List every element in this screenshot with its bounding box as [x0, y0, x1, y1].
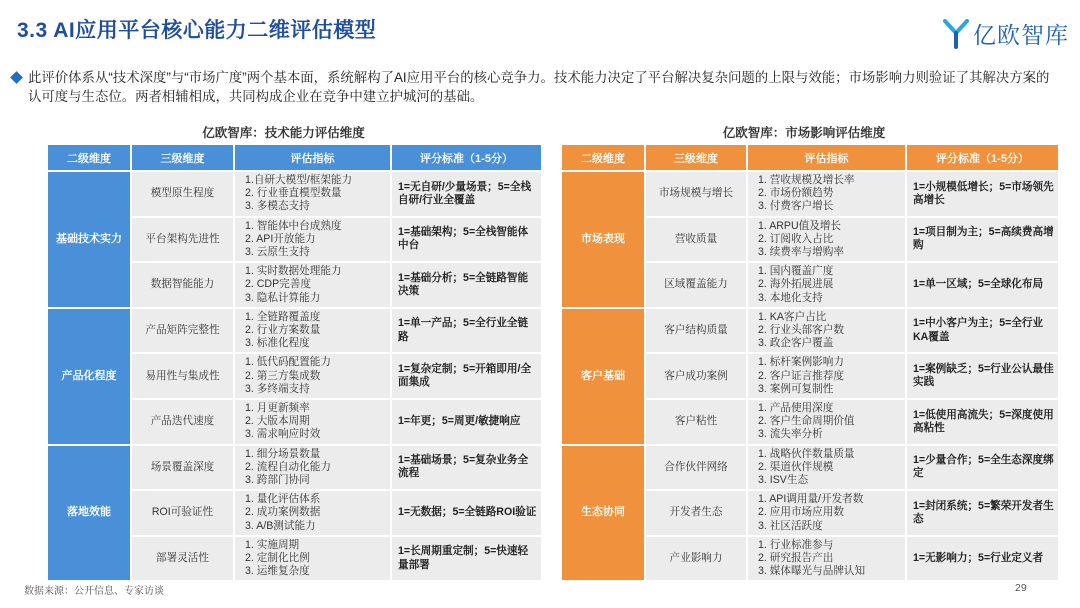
indicator-item: 1. 实施周期: [245, 538, 300, 551]
indicator-item: 2. 行业头部客户数: [758, 323, 844, 336]
indicator-item: 3. 本地化支持: [758, 291, 823, 304]
indicator-item: 1. KA客户占比: [758, 310, 827, 323]
indicator-item: 3. 云原生支持: [245, 245, 310, 258]
secondary-dimension-cell: 客户基础: [562, 309, 644, 444]
table-row: [562, 446, 1058, 490]
scoring-criteria-cell: 1=封闭系统；5=繁荣开发者生态: [907, 491, 1058, 535]
indicator-item: 2. 客户证言推荐度: [758, 369, 844, 382]
tertiary-dimension-cell: 客户成功案例: [646, 354, 746, 398]
scoring-criteria-cell: 1=小规模低增长；5=市场领先高增长: [907, 172, 1058, 216]
scoring-criteria-cell: 1=无数据；5=全链路ROI验证: [392, 491, 541, 535]
indicator-item: 3. 跨部门协同: [245, 473, 310, 486]
logo: [942, 16, 1069, 50]
indicator-item: 2. 应用市场应用数: [758, 506, 844, 519]
table-row: [48, 172, 541, 216]
intro-text: 此评价体系从“技术深度”与“市场广度”两个基本面，系统解构了AI应用平台的核心竞争力。技术能力决定了平台解决复杂问题的上限与效能；市场影响力则验证了其解决方案的认可度与生态位。两者相辅相成，共同构成企业在竞争中建立护城河的基础。: [28, 70, 1050, 104]
tertiary-dimension-cell: 场景覆盖深度: [132, 446, 233, 490]
secondary-dimension-cell: 市场表现: [562, 172, 644, 307]
data-source-note: 数据来源：公开信息、专家访谈: [24, 586, 164, 597]
secondary-dimension-cell: 基础技术实力: [48, 172, 130, 307]
indicator-item: 2. 大版本周期: [245, 415, 310, 428]
indicator-item: 1. ARPU值及增长: [758, 219, 842, 232]
market-table-title: 亿欧智库：市场影响评估维度: [722, 126, 886, 140]
tech-capability-table: [46, 143, 543, 582]
header-cell: 评分标准（1-5分）: [392, 145, 541, 170]
indicator-item: 3. 需求响应时效: [245, 428, 321, 441]
indicator-item: 1. 低代码配置能力: [245, 356, 331, 369]
header-cell: 二级维度: [48, 145, 130, 170]
indicator-cell: [748, 263, 905, 307]
table-row: [48, 446, 541, 490]
indicator-cell: [748, 309, 905, 353]
indicator-cell: [235, 400, 390, 444]
scoring-criteria-cell: 1=年更；5=周更/敏捷响应: [392, 400, 541, 444]
indicator-item: 3. 续费率与增购率: [758, 245, 844, 258]
page-number: 29: [1015, 582, 1027, 594]
header-cell: 三级维度: [132, 145, 233, 170]
scoring-criteria-cell: 1=复杂定制；5=开箱即用/全面集成: [392, 354, 541, 398]
indicator-item: 3. 多终端支持: [245, 382, 310, 395]
indicator-item: 2. 流程自动化能力: [245, 460, 331, 473]
indicator-item: 2. 渠道伙伴规模: [758, 460, 834, 473]
indicator-item: 3. 付费客户增长: [758, 200, 834, 213]
tertiary-dimension-cell: 产品迭代速度: [132, 400, 233, 444]
tertiary-dimension-cell: 产业影响力: [646, 537, 746, 581]
indicator-cell: [748, 218, 905, 262]
scoring-criteria-cell: 1=项目制为主；5=高续费高增购: [907, 218, 1058, 262]
header-cell: 三级维度: [646, 145, 746, 170]
indicator-item: 1. 月更新频率: [245, 401, 310, 414]
header-cell: 二级维度: [562, 145, 644, 170]
scoring-criteria-cell: 1=案例缺乏；5=行业公认最佳实践: [907, 354, 1058, 398]
indicator-cell: [235, 263, 390, 307]
logo-text: 亿欧智库: [973, 21, 1069, 48]
indicator-cell: [235, 354, 390, 398]
indicator-cell: [748, 400, 905, 444]
indicator-item: 3. 隐私计算能力: [245, 291, 321, 304]
indicator-cell: [748, 537, 905, 581]
indicator-cell: [235, 537, 390, 581]
market-impact-table: [560, 143, 1060, 582]
indicator-item: 3. ISV生态: [758, 473, 809, 486]
indicator-item: 3. 标准化程度: [245, 337, 310, 350]
tertiary-dimension-cell: 数据智能能力: [132, 263, 233, 307]
tertiary-dimension-cell: 易用性与集成性: [132, 354, 233, 398]
indicator-item: 2. 第三方集成数: [245, 369, 321, 382]
indicator-item: 2. API开放能力: [245, 232, 316, 245]
indicator-item: 1. 全链路覆盖度: [245, 310, 321, 323]
scoring-criteria-cell: 1=长周期重定制；5=快速轻量部署: [392, 537, 541, 581]
tertiary-dimension-cell: 合作伙伴网络: [646, 446, 746, 490]
indicator-item: 3. 流失率分析: [758, 428, 823, 441]
tertiary-dimension-cell: 市场规模与增长: [646, 172, 746, 216]
indicator-cell: [748, 172, 905, 216]
indicator-item: 2. 市场份额趋势: [758, 187, 834, 200]
indicator-item: 2. CDP完善度: [245, 278, 311, 291]
indicator-item: 1. 国内覆盖广度: [758, 265, 834, 278]
indicator-item: 1. 量化评估体系: [245, 493, 321, 506]
indicator-cell: [748, 446, 905, 490]
intro-paragraph: [28, 68, 1058, 106]
scoring-criteria-cell: 1=单一产品；5=全行业全链路: [392, 309, 541, 353]
indicator-item: 2. 成功案例数据: [245, 506, 321, 519]
indicator-item: 3. A/B测试能力: [245, 519, 316, 532]
indicator-item: 2. 行业方案数量: [245, 323, 321, 336]
indicator-cell: [235, 309, 390, 353]
indicator-cell: [748, 491, 905, 535]
indicator-item: 2. 行业垂直模型数量: [245, 187, 342, 200]
indicator-item: 1. 标杆案例影响力: [758, 356, 844, 369]
indicator-item: 1. 产品使用深度: [758, 401, 834, 414]
indicator-item: 1. 营收规模及增长率: [758, 173, 855, 186]
scoring-criteria-cell: 1=基础场景；5=复杂业务全流程: [392, 446, 541, 490]
indicator-item: 3. 多模态支持: [245, 200, 310, 213]
indicator-item: 1. 实时数据处理能力: [245, 265, 342, 278]
header-cell: 评分标准（1-5分）: [907, 145, 1058, 170]
indicator-cell: [235, 491, 390, 535]
indicator-item: 3. 运维复杂度: [245, 565, 310, 578]
indicator-item: 2. 订阅收入占比: [758, 232, 834, 245]
indicator-item: 2. 海外拓展进展: [758, 278, 834, 291]
indicator-cell: [748, 354, 905, 398]
tertiary-dimension-cell: 营收质量: [646, 218, 746, 262]
header-cell: 评估指标: [748, 145, 905, 170]
indicator-cell: [235, 218, 390, 262]
table-row: [562, 172, 1058, 216]
secondary-dimension-cell: 产品化程度: [48, 309, 130, 444]
tertiary-dimension-cell: 开发者生态: [646, 491, 746, 535]
scoring-criteria-cell: 1=无自研/少量场景；5=全栈自研/行业全覆盖: [392, 172, 541, 216]
indicator-item: 2. 定制化比例: [245, 551, 310, 564]
indicator-item: 3. 案例可复制性: [758, 382, 834, 395]
diamond-bullet-icon: [10, 71, 23, 84]
indicator-item: 1. 战略伙伴数量质量: [758, 447, 855, 460]
scoring-criteria-cell: 1=少量合作；5=全生态深度绑定: [907, 446, 1058, 490]
table-row: [562, 309, 1058, 353]
indicator-item: 1. 细分场景数量: [245, 447, 321, 460]
tertiary-dimension-cell: ROI可验证性: [132, 491, 233, 535]
indicator-item: 2. 客户生命周期价值: [758, 415, 855, 428]
scoring-criteria-cell: 1=基础架构；5=全栈智能体中台: [392, 218, 541, 262]
indicator-item: 1. 智能体中台成熟度: [245, 219, 342, 232]
secondary-dimension-cell: 生态协同: [562, 446, 644, 581]
header-cell: 评估指标: [235, 145, 390, 170]
tertiary-dimension-cell: 部署灵活性: [132, 537, 233, 581]
tertiary-dimension-cell: 客户结构质量: [646, 309, 746, 353]
scoring-criteria-cell: 1=低使用高流失；5=深度使用高粘性: [907, 400, 1058, 444]
indicator-cell: [235, 172, 390, 216]
tech-table-title: 亿欧智库：技术能力评估维度: [202, 126, 365, 140]
indicator-item: 3. 政企客户覆盖: [758, 337, 834, 350]
tertiary-dimension-cell: 区域覆盖能力: [646, 263, 746, 307]
indicator-item: 1.自研大模型/框架能力: [245, 173, 353, 186]
indicator-item: 1. API调用量/开发者数: [758, 493, 864, 506]
page-title: 3.3 AI应用平台核心能力二维评估模型: [17, 19, 377, 42]
scoring-criteria-cell: 1=基础分析；5=全链路智能决策: [392, 263, 541, 307]
table-row: [48, 309, 541, 353]
indicator-item: 3. 媒体曝光与品牌认知: [758, 565, 866, 578]
indicator-cell: [235, 446, 390, 490]
indicator-item: 1. 行业标准参与: [758, 538, 834, 551]
indicator-item: 3. 社区活跃度: [758, 519, 823, 532]
tertiary-dimension-cell: 产品矩阵完整性: [132, 309, 233, 353]
scoring-criteria-cell: 1=无影响力；5=行业定义者: [907, 537, 1058, 581]
indicator-item: 2. 研究报告产出: [758, 551, 834, 564]
tertiary-dimension-cell: 模型原生程度: [132, 172, 233, 216]
tertiary-dimension-cell: 客户粘性: [646, 400, 746, 444]
scoring-criteria-cell: 1=中小客户为主；5=全行业KA覆盖: [907, 309, 1058, 353]
scoring-criteria-cell: 1=单一区域；5=全球化布局: [907, 263, 1058, 307]
secondary-dimension-cell: 落地效能: [48, 446, 130, 581]
yiou-logo-icon: [942, 16, 970, 50]
tertiary-dimension-cell: 平台架构先进性: [132, 218, 233, 262]
